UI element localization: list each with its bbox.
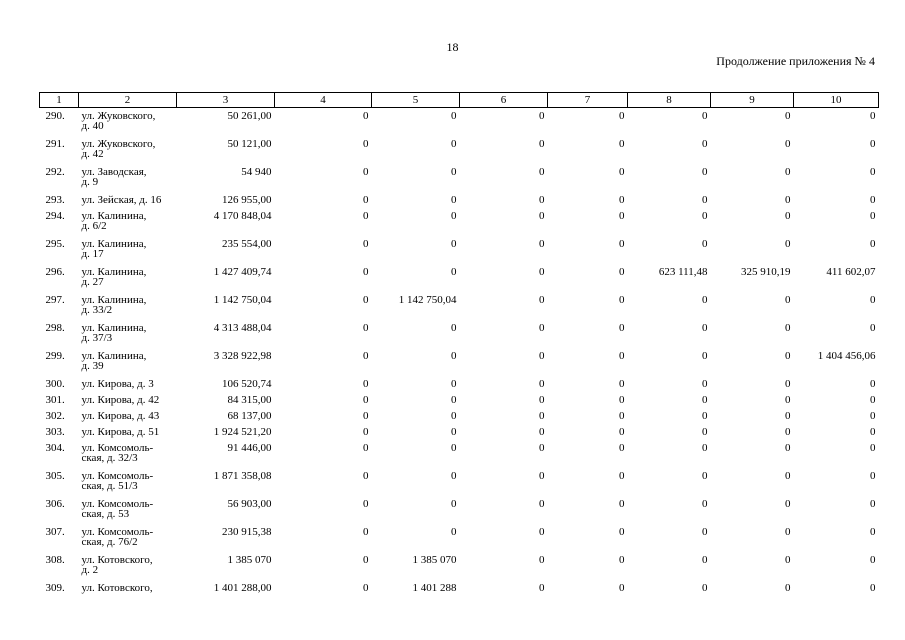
value-cell: 0 (619, 526, 625, 538)
value-cell: 0 (451, 498, 457, 510)
value-cell: 325 910,19 (741, 266, 791, 278)
value-cell: 0 (363, 410, 369, 422)
value-cell: 0 (870, 322, 876, 334)
value-cell: 0 (451, 378, 457, 390)
value-cell: 0 (870, 498, 876, 510)
value-cell: 56 903,00 (227, 498, 272, 510)
value-cell: 0 (363, 350, 369, 362)
value-cell: 0 (539, 582, 545, 594)
value-cell: 0 (619, 426, 625, 438)
value-cell: 50 261,00 (227, 110, 272, 122)
value-cell: 0 (451, 194, 457, 206)
column-header: 8 (628, 93, 711, 108)
value-cell: 0 (619, 498, 625, 510)
table-row (40, 469, 879, 497)
page-number: 18 (446, 40, 459, 54)
value-cell: 0 (702, 470, 708, 482)
row-number: 302. (45, 410, 65, 422)
value-cell: 1 427 409,74 (213, 266, 272, 278)
value-cell: 1 401 288,00 (213, 582, 272, 594)
value-cell: 0 (785, 442, 791, 454)
value-cell: 0 (363, 498, 369, 510)
value-cell: 0 (451, 138, 457, 150)
value-cell: 0 (702, 294, 708, 306)
value-cell: 0 (785, 138, 791, 150)
value-cell: 0 (619, 138, 625, 150)
value-cell: 0 (619, 322, 625, 334)
value-cell: 0 (539, 110, 545, 122)
value-cell: 1 871 358,08 (213, 470, 272, 482)
table-row (40, 321, 879, 349)
table-row (40, 441, 879, 469)
value-cell: 0 (870, 582, 876, 594)
value-cell: 0 (702, 194, 708, 206)
value-cell: 0 (702, 322, 708, 334)
value-cell: 50 121,00 (227, 138, 272, 150)
value-cell: 0 (539, 210, 545, 222)
address-cell: ул. Заводская, д. 9 (81, 166, 147, 188)
value-cell: 0 (451, 426, 457, 438)
table-row (40, 237, 879, 265)
value-cell: 0 (619, 410, 625, 422)
value-cell: 0 (619, 442, 625, 454)
row-number: 303. (45, 426, 65, 438)
value-cell: 106 520,74 (222, 378, 272, 390)
value-cell: 0 (539, 426, 545, 438)
value-cell: 0 (619, 238, 625, 250)
value-cell: 0 (539, 442, 545, 454)
value-cell: 0 (870, 294, 876, 306)
value-cell: 0 (539, 238, 545, 250)
value-cell: 0 (702, 350, 708, 362)
value-cell: 0 (539, 498, 545, 510)
table-row (40, 349, 879, 377)
value-cell: 0 (785, 194, 791, 206)
value-cell: 0 (870, 470, 876, 482)
value-cell: 0 (785, 350, 791, 362)
address-cell: ул. Жуковского, д. 42 (81, 138, 156, 160)
value-cell: 0 (451, 410, 457, 422)
table-row (40, 393, 879, 409)
address-cell: ул. Кирова, д. 3 (81, 378, 154, 390)
value-cell: 0 (619, 294, 625, 306)
value-cell: 235 554,00 (222, 238, 272, 250)
value-cell: 0 (363, 322, 369, 334)
value-cell: 0 (619, 582, 625, 594)
address-cell: ул. Комсомоль- ская, д. 51/3 (81, 470, 154, 492)
value-cell: 0 (785, 378, 791, 390)
column-header: 2 (79, 93, 177, 108)
value-cell: 1 385 070 (412, 554, 457, 566)
address-cell: ул. Комсомоль- ская, д. 76/2 (81, 526, 154, 548)
value-cell: 0 (870, 378, 876, 390)
value-cell: 0 (539, 410, 545, 422)
value-cell: 0 (451, 110, 457, 122)
value-cell: 0 (363, 110, 369, 122)
value-cell: 1 401 288 (412, 582, 457, 594)
value-cell: 0 (363, 166, 369, 178)
value-cell: 623 111,48 (658, 266, 708, 278)
header-row (40, 93, 879, 108)
value-cell: 0 (785, 470, 791, 482)
column-header: 1 (40, 93, 79, 108)
value-cell: 0 (619, 470, 625, 482)
value-cell: 0 (870, 554, 876, 566)
value-cell: 0 (702, 378, 708, 390)
value-cell: 0 (870, 166, 876, 178)
address-cell: ул. Калинина, д. 37/3 (81, 322, 147, 344)
value-cell: 0 (451, 238, 457, 250)
row-number: 294. (45, 210, 65, 222)
row-number: 296. (45, 266, 65, 278)
table-row (40, 581, 879, 597)
row-number: 299. (45, 350, 65, 362)
value-cell: 230 915,38 (222, 526, 272, 538)
column-header: 6 (460, 93, 548, 108)
table-row (40, 209, 879, 237)
value-cell: 0 (702, 426, 708, 438)
value-cell: 126 955,00 (222, 194, 272, 206)
value-cell: 0 (539, 350, 545, 362)
value-cell: 0 (363, 194, 369, 206)
value-cell: 0 (702, 110, 708, 122)
value-cell: 0 (451, 470, 457, 482)
value-cell: 3 328 922,98 (213, 350, 272, 362)
value-cell: 0 (539, 470, 545, 482)
address-cell: ул. Зейская, д. 16 (81, 194, 162, 206)
value-cell: 0 (702, 582, 708, 594)
value-cell: 0 (785, 526, 791, 538)
value-cell: 0 (451, 526, 457, 538)
row-number: 305. (45, 470, 65, 482)
continuation-title: Продолжение приложения № 4 (716, 54, 875, 68)
value-cell: 0 (702, 210, 708, 222)
value-cell: 0 (451, 322, 457, 334)
value-cell: 0 (451, 266, 457, 278)
value-cell: 0 (539, 394, 545, 406)
value-cell: 411 602,07 (826, 266, 876, 278)
value-cell: 0 (870, 210, 876, 222)
row-number: 306. (45, 498, 65, 510)
value-cell: 0 (539, 554, 545, 566)
value-cell: 1 385 070 (227, 554, 272, 566)
value-cell: 0 (363, 138, 369, 150)
address-cell: ул. Калинина, д. 6/2 (81, 210, 147, 232)
value-cell: 0 (539, 322, 545, 334)
value-cell: 91 446,00 (227, 442, 272, 454)
table-row (40, 525, 879, 553)
value-cell: 0 (702, 138, 708, 150)
value-cell: 0 (785, 582, 791, 594)
value-cell: 0 (702, 526, 708, 538)
value-cell: 0 (451, 442, 457, 454)
row-number: 304. (45, 442, 65, 454)
value-cell: 0 (870, 194, 876, 206)
value-cell: 0 (870, 110, 876, 122)
column-header: 3 (177, 93, 275, 108)
address-cell: ул. Калинина, д. 17 (81, 238, 147, 260)
table-row (40, 265, 879, 293)
value-cell: 0 (363, 394, 369, 406)
appendix-table (39, 92, 879, 597)
column-header: 9 (711, 93, 794, 108)
value-cell: 0 (363, 266, 369, 278)
value-cell: 4 313 488,04 (213, 322, 272, 334)
value-cell: 0 (702, 498, 708, 510)
column-header: 5 (372, 93, 460, 108)
row-number: 290. (45, 110, 65, 122)
row-number: 291. (45, 138, 65, 150)
value-cell: 0 (363, 378, 369, 390)
column-header: 7 (548, 93, 628, 108)
table-row (40, 108, 879, 138)
value-cell: 84 315,00 (227, 394, 272, 406)
value-cell: 0 (363, 294, 369, 306)
value-cell: 0 (363, 470, 369, 482)
value-cell: 0 (785, 394, 791, 406)
address-cell: ул. Кирова, д. 43 (81, 410, 160, 422)
value-cell: 0 (619, 166, 625, 178)
address-cell: ул. Калинина, д. 33/2 (81, 294, 147, 316)
value-cell: 0 (785, 410, 791, 422)
value-cell: 0 (870, 138, 876, 150)
table-row (40, 193, 879, 209)
column-header: 4 (275, 93, 372, 108)
address-cell: ул. Котовского, (81, 582, 153, 594)
value-cell: 0 (619, 350, 625, 362)
row-number: 309. (45, 582, 65, 594)
table-body (40, 108, 879, 598)
value-cell: 0 (619, 378, 625, 390)
row-number: 307. (45, 526, 65, 538)
column-header: 10 (794, 93, 879, 108)
value-cell: 0 (785, 426, 791, 438)
value-cell: 0 (539, 166, 545, 178)
value-cell: 0 (785, 294, 791, 306)
value-cell: 0 (870, 526, 876, 538)
table-row (40, 293, 879, 321)
value-cell: 1 924 521,20 (213, 426, 272, 438)
value-cell: 0 (363, 238, 369, 250)
row-number: 308. (45, 554, 65, 566)
value-cell: 0 (870, 426, 876, 438)
value-cell: 0 (539, 266, 545, 278)
table-row (40, 409, 879, 425)
table-row (40, 553, 879, 581)
value-cell: 1 142 750,04 (398, 294, 457, 306)
value-cell: 0 (363, 526, 369, 538)
value-cell: 0 (363, 582, 369, 594)
value-cell: 0 (870, 238, 876, 250)
value-cell: 0 (619, 266, 625, 278)
row-number: 301. (45, 394, 65, 406)
value-cell: 0 (702, 410, 708, 422)
value-cell: 0 (702, 554, 708, 566)
value-cell: 0 (539, 526, 545, 538)
value-cell: 0 (619, 194, 625, 206)
row-number: 298. (45, 322, 65, 334)
value-cell: 0 (785, 238, 791, 250)
table-row (40, 377, 879, 393)
address-cell: ул. Кирова, д. 42 (81, 394, 160, 406)
value-cell: 68 137,00 (227, 410, 272, 422)
value-cell: 0 (539, 194, 545, 206)
value-cell: 0 (451, 350, 457, 362)
value-cell: 0 (363, 442, 369, 454)
value-cell: 1 142 750,04 (213, 294, 272, 306)
row-number: 295. (45, 238, 65, 250)
row-number: 293. (45, 194, 65, 206)
value-cell: 0 (539, 138, 545, 150)
value-cell: 0 (785, 110, 791, 122)
table-row (40, 165, 879, 193)
address-cell: ул. Калинина, д. 27 (81, 266, 147, 288)
value-cell: 0 (363, 426, 369, 438)
address-cell: ул. Кирова, д. 51 (81, 426, 160, 438)
address-cell: ул. Комсомоль- ская, д. 53 (81, 498, 154, 520)
value-cell: 0 (870, 442, 876, 454)
value-cell: 0 (363, 554, 369, 566)
value-cell: 0 (785, 554, 791, 566)
value-cell: 0 (702, 394, 708, 406)
address-cell: ул. Калинина, д. 39 (81, 350, 147, 372)
value-cell: 0 (785, 210, 791, 222)
address-cell: ул. Комсомоль- ская, д. 32/3 (81, 442, 154, 464)
table-row (40, 497, 879, 525)
value-cell: 0 (702, 166, 708, 178)
row-number: 297. (45, 294, 65, 306)
value-cell: 0 (539, 378, 545, 390)
address-cell: ул. Жуковского, д. 40 (81, 110, 156, 132)
value-cell: 0 (785, 498, 791, 510)
value-cell: 54 940 (241, 166, 272, 178)
value-cell: 0 (870, 410, 876, 422)
table-row (40, 137, 879, 165)
row-number: 300. (45, 378, 65, 390)
value-cell: 0 (619, 394, 625, 406)
value-cell: 0 (451, 210, 457, 222)
value-cell: 1 404 456,06 (817, 350, 876, 362)
value-cell: 0 (619, 554, 625, 566)
table-row (40, 425, 879, 441)
address-cell: ул. Котовского, д. 2 (81, 554, 153, 576)
row-number: 292. (45, 166, 65, 178)
value-cell: 0 (451, 166, 457, 178)
value-cell: 0 (702, 238, 708, 250)
value-cell: 0 (363, 210, 369, 222)
value-cell: 0 (451, 394, 457, 406)
value-cell: 0 (539, 294, 545, 306)
value-cell: 0 (702, 442, 708, 454)
value-cell: 0 (785, 166, 791, 178)
value-cell: 0 (619, 110, 625, 122)
value-cell: 0 (785, 322, 791, 334)
value-cell: 4 170 848,04 (213, 210, 272, 222)
value-cell: 0 (619, 210, 625, 222)
value-cell: 0 (870, 394, 876, 406)
